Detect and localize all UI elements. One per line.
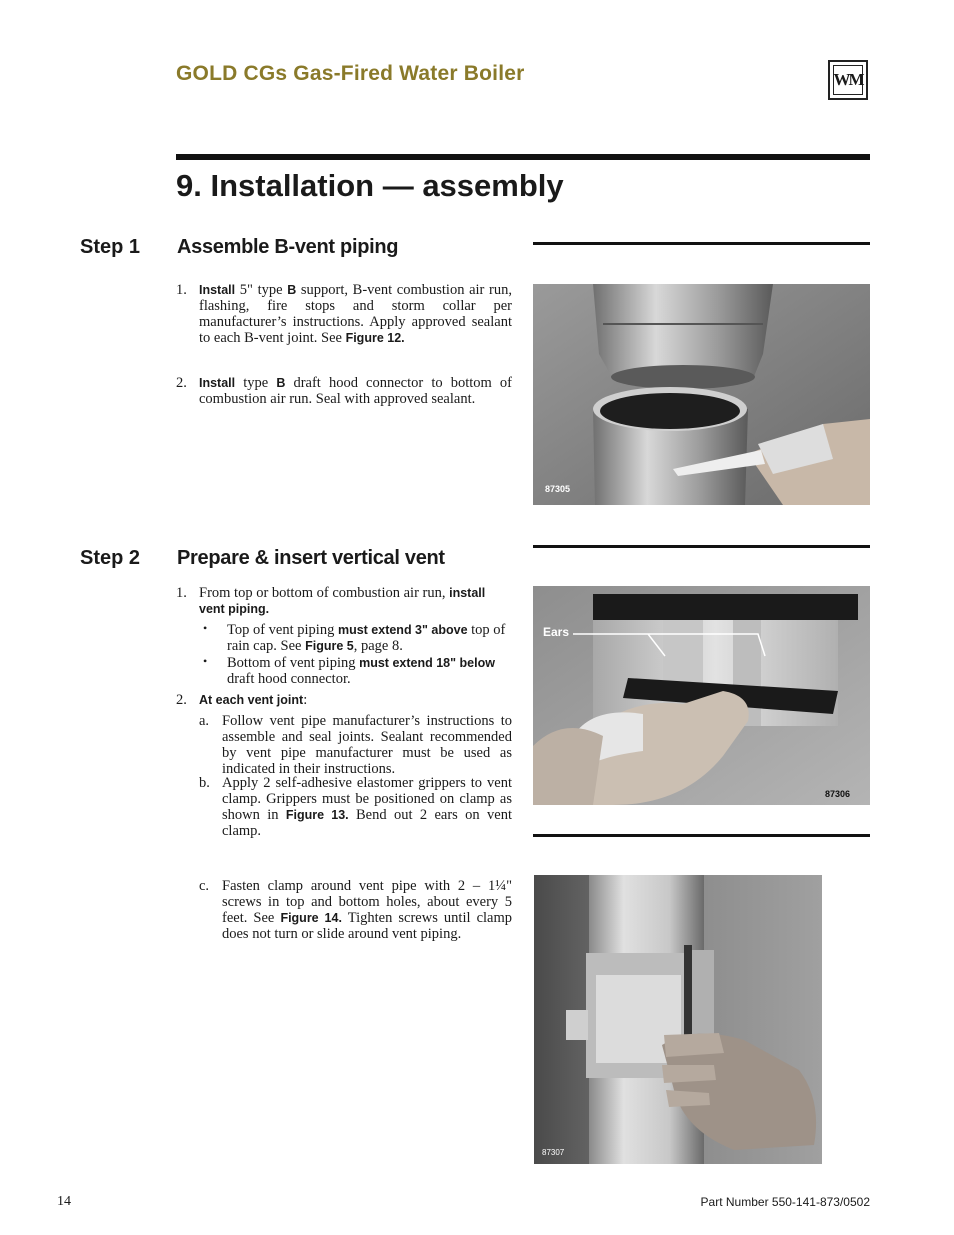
bullet-item <box>199 655 512 687</box>
step2-item-2 <box>176 692 512 708</box>
substep-letter: b. <box>199 775 210 791</box>
section-rule <box>176 154 870 160</box>
item-number: 2. <box>176 375 187 391</box>
substep-c <box>199 878 512 942</box>
figure-14-photo <box>534 875 822 1164</box>
clamp-on-vent-pipe-illustration <box>534 875 822 1164</box>
bullet-text: Bottom of vent piping must extend 18" below draft hood connector. <box>227 655 495 687</box>
figure-14-caption: 87307 <box>542 1148 565 1157</box>
step2-title: Prepare & insert vertical vent <box>177 547 445 569</box>
substep-text: Follow vent pipe manufacturer’s instructions to assemble and seal joints. Sealant recommended by vent pipe manufacturer must be used as indicated in their instructions. <box>222 713 512 777</box>
section-title: 9. Installation — assembly <box>176 168 564 203</box>
part-number: Part Number 550-141-873/0502 <box>700 1195 870 1209</box>
vent-clamp-grippers-illustration <box>533 586 870 805</box>
step2-item-1 <box>176 585 512 687</box>
step1-label: Step 1 <box>80 236 141 258</box>
bullet-marker: • <box>203 621 208 635</box>
item-number: 1. <box>176 282 187 298</box>
substep-text: Fasten clamp around vent pipe with 2 – 1¼" screws in top and bottom holes, about every 5 feet. See Figure 14. Tighten screws until clamp does not turn or slide around vent piping. <box>222 878 513 942</box>
figure-14-rule <box>533 834 870 837</box>
substep-letter: c. <box>199 878 210 894</box>
figure-13-caption: 87306 <box>825 789 851 799</box>
step1-title: Assemble B-vent piping <box>177 236 399 258</box>
figure-12-photo <box>533 284 870 505</box>
bullet-text: Top of vent piping must extend 3" above top of rain cap. See Figure 5, page 8. <box>227 622 506 654</box>
substep-b <box>199 775 512 839</box>
page-number: 14 <box>57 1194 71 1209</box>
substep-text: Apply 2 self-adhesive elastomer grippers to vent clamp. Grippers must be positioned on clamp as shown in Figure 13. Bend out 2 ears on vent clamp. <box>222 775 512 839</box>
step2-label: Step 2 <box>80 547 141 569</box>
item-text: At each vent joint: <box>199 692 308 708</box>
step2-rule <box>533 545 870 548</box>
substep-letter: a. <box>199 713 210 729</box>
item-text: From top or bottom of combustion air run, install vent piping. <box>199 585 486 616</box>
vent-pipe-sealant-illustration <box>533 284 870 505</box>
item-text: Install 5" type B support, B-vent combustion air run, flashing, fire stops and storm collar per manufacturer’s instructions. Apply approved sealant to each B-vent joint. See Figure 12. <box>199 282 512 346</box>
step1-rule <box>533 242 870 245</box>
company-logo <box>828 60 868 100</box>
document-title: GOLD CGs Gas-Fired Water Boiler <box>176 62 525 85</box>
figure-13-photo <box>533 586 870 805</box>
substep-a <box>199 713 512 777</box>
logo-mark: WM <box>833 65 863 95</box>
step1-item-1 <box>176 282 512 346</box>
item-number: 2. <box>176 692 187 708</box>
bullet-item <box>199 622 512 654</box>
item-text: Install type B draft hood connector to bottom of combustion air run. Seal with approved sealant. <box>199 375 512 407</box>
figure-12-caption: 87305 <box>545 484 571 494</box>
ears-label: Ears <box>543 625 570 639</box>
bullet-marker: • <box>203 654 208 668</box>
step1-item-2 <box>176 375 512 407</box>
item-number: 1. <box>176 585 187 601</box>
